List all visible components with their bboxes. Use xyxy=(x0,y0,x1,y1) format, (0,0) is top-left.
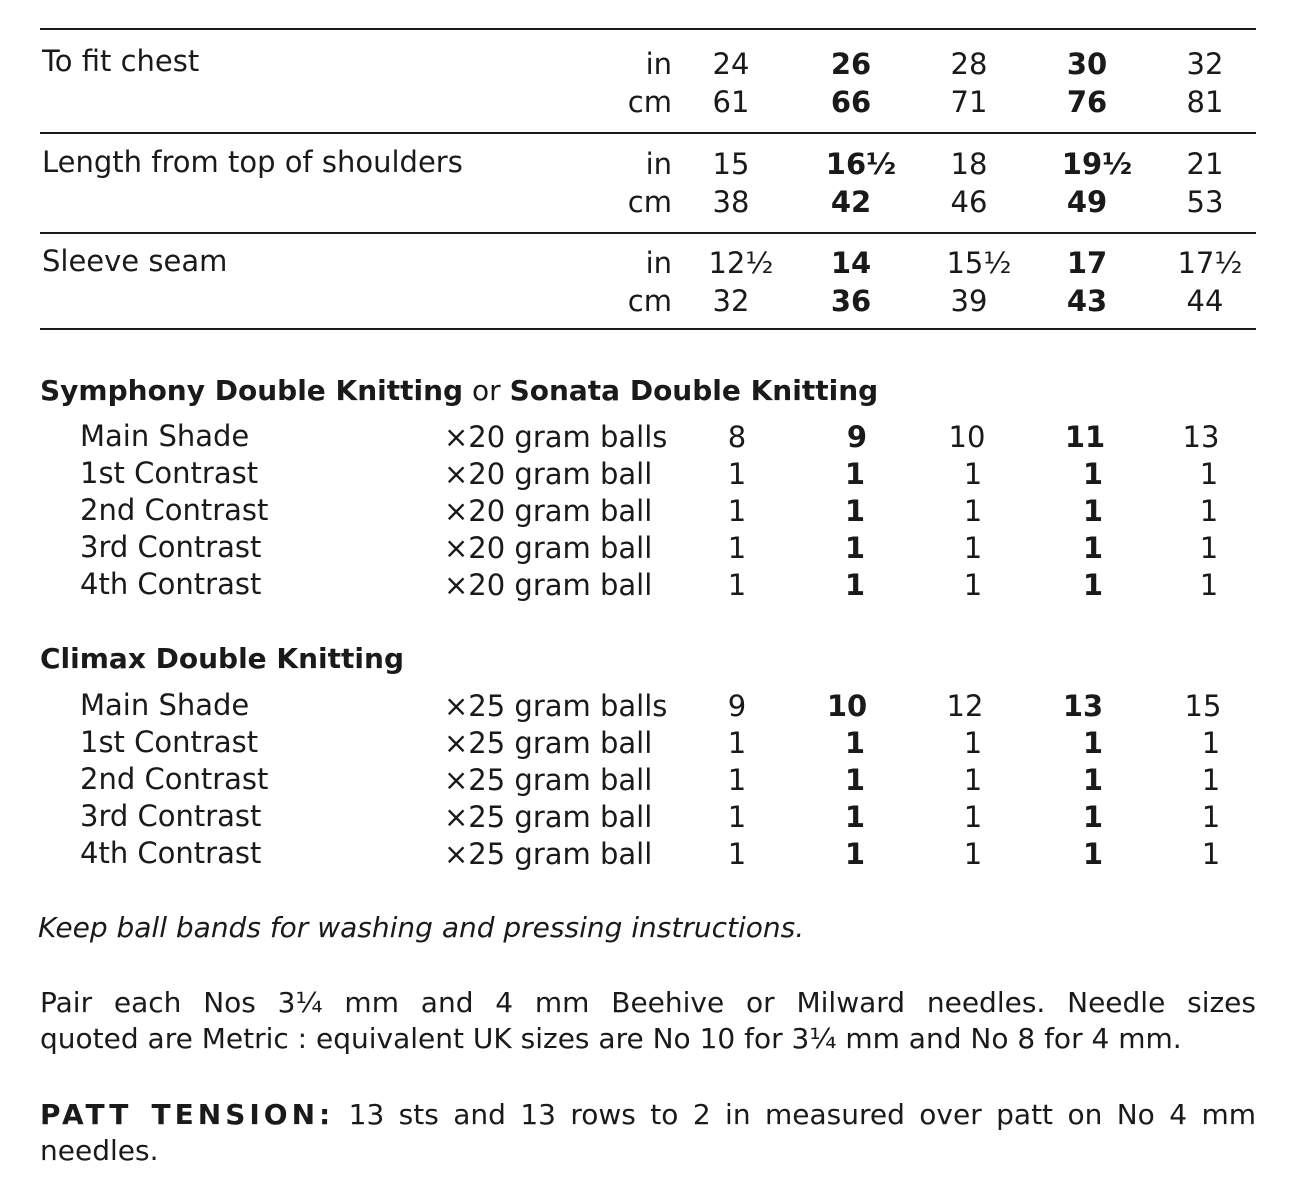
size-value: 42 xyxy=(830,185,872,219)
shade-label: 2nd Contrast xyxy=(80,762,269,796)
needles-line-1: Pair each Nos 3¼ mm and 4 mm Beehive or Milward needles. Needle sizes xyxy=(40,986,1256,1019)
yarn-count: 1 xyxy=(963,726,983,760)
yarn-count: 1 xyxy=(844,568,866,602)
quantity-label: ×20 gram balls xyxy=(444,420,668,454)
yarn-count: 1 xyxy=(844,457,866,491)
unit-in: in xyxy=(645,47,672,81)
yarn-count: 12 xyxy=(946,689,984,723)
yarn-count: 10 xyxy=(948,420,986,454)
yarn-count: 1 xyxy=(727,800,747,834)
yarn-count: 1 xyxy=(727,531,747,565)
quantity-label: ×25 gram ball xyxy=(444,837,653,871)
yarn-count: 11 xyxy=(1064,420,1106,454)
yarn-count: 1 xyxy=(1082,763,1104,797)
size-value: 17½ xyxy=(1177,246,1243,280)
yarn-count: 1 xyxy=(844,837,866,871)
yarn-name: Sonata Double Knitting xyxy=(509,374,879,407)
table-rule-top xyxy=(40,28,1256,30)
shade-label: 3rd Contrast xyxy=(80,530,262,564)
shade-label: Main Shade xyxy=(80,419,250,453)
size-value: 32 xyxy=(712,284,750,318)
yarn-heading xyxy=(40,641,404,677)
size-value: 16½ xyxy=(825,147,897,181)
size-value: 43 xyxy=(1066,284,1108,318)
size-value: 17 xyxy=(1066,246,1108,280)
yarn-count: 1 xyxy=(1199,531,1219,565)
needles-line-2: quoted are Metric : equivalent UK sizes are No 10 for 3¼ mm and No 8 for 4 mm. xyxy=(40,1022,1182,1055)
size-value: 32 xyxy=(1186,47,1224,81)
yarn-count: 1 xyxy=(963,800,983,834)
yarn-count: 1 xyxy=(1082,800,1104,834)
size-value: 53 xyxy=(1186,185,1224,219)
tension-text: 13 sts and 13 rows to 2 in measured over patt on No 4 mm xyxy=(334,1098,1256,1131)
unit-cm: cm xyxy=(627,284,672,318)
yarn-name: Climax Double Knitting xyxy=(40,642,404,675)
yarn-count: 9 xyxy=(846,420,868,454)
yarn-count: 1 xyxy=(963,763,983,797)
unit-in: in xyxy=(645,246,672,280)
yarn-count: 10 xyxy=(826,689,868,723)
size-value: 66 xyxy=(830,85,872,119)
yarn-count: 1 xyxy=(844,800,866,834)
size-value: 81 xyxy=(1186,85,1224,119)
quantity-label: ×20 gram ball xyxy=(444,531,653,565)
size-value: 26 xyxy=(830,47,872,81)
yarn-count: 1 xyxy=(1201,837,1221,871)
size-value: 38 xyxy=(712,185,750,219)
yarn-count: 1 xyxy=(963,837,983,871)
size-value: 21 xyxy=(1186,147,1224,181)
yarn-count: 1 xyxy=(727,568,747,602)
tension-line-1 xyxy=(40,1097,1256,1133)
measurement-label: To fit chest xyxy=(42,44,200,78)
tension-label: PATT TENSION: xyxy=(40,1098,335,1131)
yarn-count: 1 xyxy=(1082,531,1104,565)
yarn-count: 1 xyxy=(844,763,866,797)
size-value: 28 xyxy=(950,47,988,81)
shade-label: 4th Contrast xyxy=(80,567,262,601)
quantity-label: ×20 gram ball xyxy=(444,494,653,528)
yarn-heading xyxy=(40,373,878,409)
unit-in: in xyxy=(645,147,672,181)
size-value: 49 xyxy=(1066,185,1108,219)
yarn-count: 1 xyxy=(1201,800,1221,834)
table-rule-bottom xyxy=(40,328,1256,330)
yarn-count: 1 xyxy=(1082,568,1104,602)
quantity-label: ×25 gram ball xyxy=(444,726,653,760)
shade-label: 1st Contrast xyxy=(80,725,259,759)
yarn-count: 1 xyxy=(1082,726,1104,760)
yarn-count: 8 xyxy=(727,420,747,454)
table-rule xyxy=(40,132,1256,134)
size-value: 18 xyxy=(950,147,988,181)
yarn-count: 1 xyxy=(844,531,866,565)
yarn-count: 1 xyxy=(727,837,747,871)
shade-label: 4th Contrast xyxy=(80,836,262,870)
measurement-label: Length from top of shoulders xyxy=(42,145,463,179)
size-value: 15 xyxy=(712,147,750,181)
size-value: 30 xyxy=(1066,47,1108,81)
yarn-count: 1 xyxy=(963,457,983,491)
yarn-count: 1 xyxy=(1199,568,1219,602)
yarn-count: 13 xyxy=(1062,689,1104,723)
yarn-count: 1 xyxy=(1199,494,1219,528)
size-value: 39 xyxy=(950,284,988,318)
size-value: 61 xyxy=(712,85,750,119)
shade-label: Main Shade xyxy=(80,688,250,722)
yarn-count: 9 xyxy=(727,689,747,723)
yarn-count: 1 xyxy=(1201,726,1221,760)
yarn-count: 1 xyxy=(844,726,866,760)
yarn-count: 1 xyxy=(727,763,747,797)
size-value: 44 xyxy=(1186,284,1224,318)
tension-line-2: needles. xyxy=(40,1134,159,1167)
quantity-label: ×25 gram ball xyxy=(444,763,653,797)
yarn-count: 1 xyxy=(727,726,747,760)
yarn-count: 1 xyxy=(727,494,747,528)
size-value: 46 xyxy=(950,185,988,219)
ball-bands-note: Keep ball bands for washing and pressing instructions. xyxy=(38,911,805,944)
unit-cm: cm xyxy=(627,85,672,119)
yarn-count: 1 xyxy=(727,457,747,491)
yarn-count: 1 xyxy=(1201,763,1221,797)
shade-label: 3rd Contrast xyxy=(80,799,262,833)
size-value: 19½ xyxy=(1061,147,1133,181)
size-value: 14 xyxy=(830,246,872,280)
shade-label: 2nd Contrast xyxy=(80,493,269,527)
quantity-label: ×25 gram ball xyxy=(444,800,653,834)
size-value: 12½ xyxy=(708,246,774,280)
quantity-label: ×20 gram ball xyxy=(444,568,653,602)
size-value: 15½ xyxy=(946,246,1012,280)
yarn-count: 1 xyxy=(844,494,866,528)
size-value: 36 xyxy=(830,284,872,318)
quantity-label: ×20 gram ball xyxy=(444,457,653,491)
table-rule xyxy=(40,232,1256,234)
yarn-count: 1 xyxy=(963,531,983,565)
yarn-or: or xyxy=(463,374,510,407)
size-value: 71 xyxy=(950,85,988,119)
yarn-count: 13 xyxy=(1182,420,1220,454)
size-value: 76 xyxy=(1066,85,1108,119)
yarn-count: 1 xyxy=(1199,457,1219,491)
yarn-name: Symphony Double Knitting xyxy=(40,374,464,407)
quantity-label: ×25 gram balls xyxy=(444,689,668,723)
unit-cm: cm xyxy=(627,185,672,219)
yarn-count: 1 xyxy=(963,568,983,602)
shade-label: 1st Contrast xyxy=(80,456,259,490)
yarn-count: 1 xyxy=(1082,494,1104,528)
yarn-count: 1 xyxy=(1082,837,1104,871)
size-value: 24 xyxy=(712,47,750,81)
yarn-count: 1 xyxy=(1082,457,1104,491)
yarn-count: 1 xyxy=(963,494,983,528)
measurement-label: Sleeve seam xyxy=(42,244,228,278)
yarn-count: 15 xyxy=(1184,689,1222,723)
